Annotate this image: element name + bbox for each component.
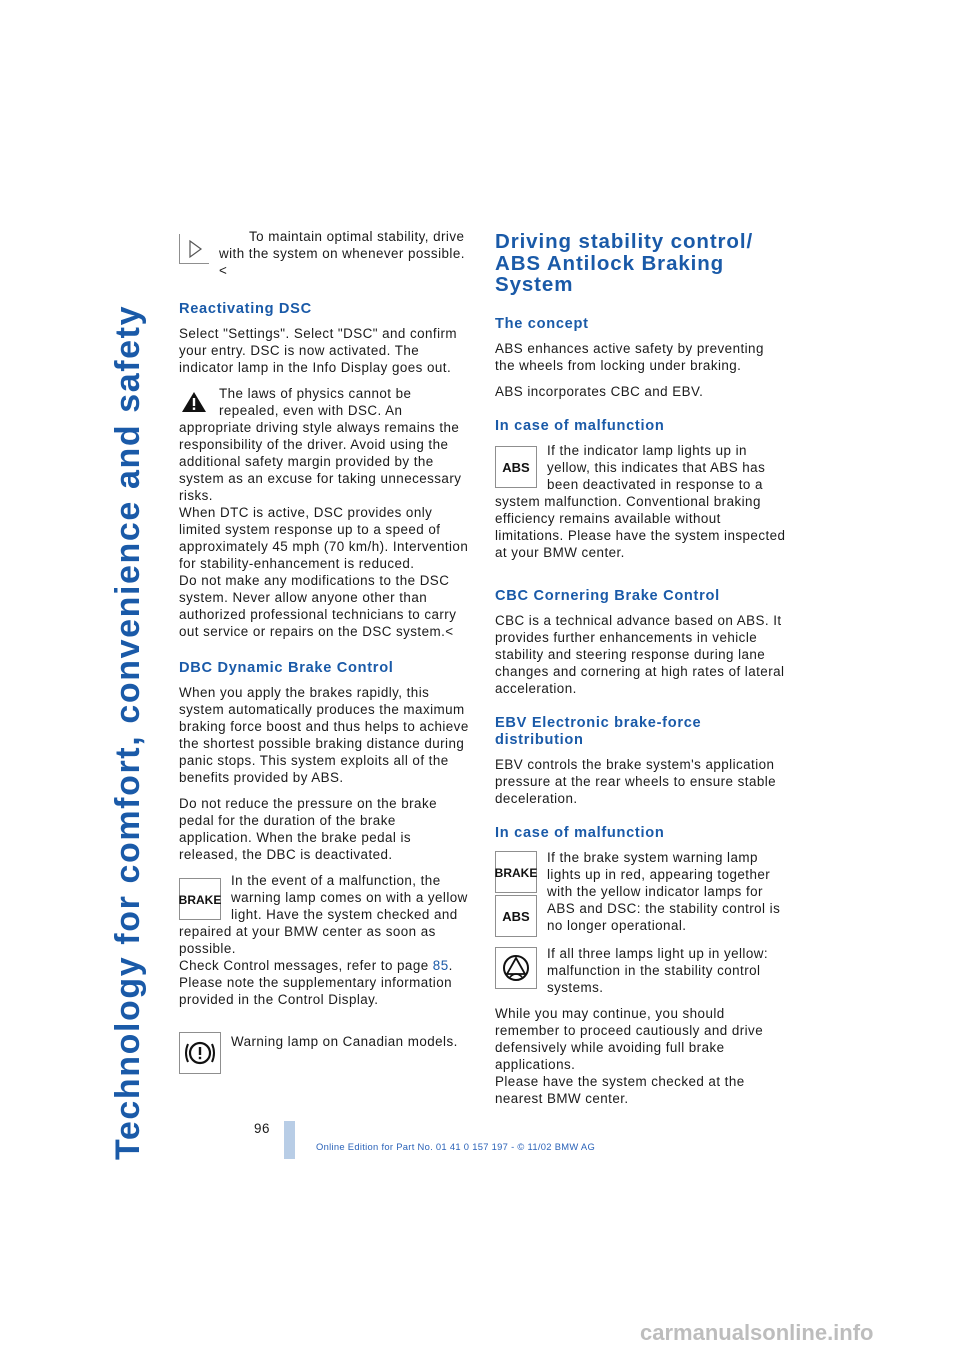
malfunction-sentence: In the event of a malfunction, the warning lamp comes on with a yellow light. Have the system checked and repaired at your BMW center as soon as possible.	[179, 873, 468, 956]
abs-malfunction-text: If the indicator lamp lights up in yellow, this indicates that ABS has been deactivated in response to a system malfunction. Conventional braking efficiency remains available without limitations. Please have the system inspected at your BMW center.	[495, 442, 786, 560]
page-number: 96	[254, 1121, 270, 1136]
heading-malfunction-2: In case of malfunction	[495, 824, 665, 841]
dsc-malfunction	[495, 945, 787, 1005]
dsc-lamp-icon	[495, 947, 537, 989]
heading-cbc: CBC Cornering Brake Control	[495, 587, 720, 604]
canadian-brake-warning-icon	[179, 1032, 221, 1074]
page-number-bar	[284, 1121, 295, 1159]
abs-malfunction	[495, 442, 787, 570]
supplementary-sentence: Please note the supplementary information provided in the Control Display.	[179, 975, 453, 1007]
warning-physics	[179, 385, 471, 640]
dsc-malfunction-text: If all three lamps light up in yellow: malfunction in the stability control systems.	[547, 945, 769, 995]
abs-lamp-icon	[495, 446, 537, 488]
check-control-prefix: Check Control messages, refer to page	[179, 958, 433, 973]
paragraph-dbc-1: When you apply the brakes rapidly, this system automatically produces the maximum braking force boost and thus helps to achieve the shortest possible braking distance during panic stops. This system exploits all of the benefits provided by ABS.	[179, 685, 469, 785]
heading-reactivating-dsc: Reactivating DSC	[179, 301, 312, 317]
warning-triangle-icon	[179, 389, 209, 415]
watermark: carmanualsonline.info	[640, 1320, 874, 1345]
note-stability	[179, 228, 471, 288]
warning-physics-text	[179, 385, 471, 640]
check-control-suffix: .	[448, 958, 453, 973]
brake-abs-malfunction	[495, 849, 787, 943]
canadian-warning-text: Warning lamp on Canadian models.	[231, 1034, 458, 1049]
brake-warning-lamp-icon	[179, 878, 221, 920]
paragraph-reactivating-dsc: Select "Settings". Select "DSC" and confirm your entry. DSC is now activated. The indicator lamp in the Info Display goes out.	[179, 326, 458, 375]
edition-footer: Online Edition for Part No. 01 41 0 157 197 - © 11/02 BMW AG	[316, 1141, 596, 1152]
malfunction-brake-text	[179, 872, 471, 1008]
continue-sentence: While you may continue, you should remember to proceed cautiously and drive defensively while avoiding full brake applications.	[495, 1005, 764, 1072]
sidebar-chapter-title: Technology for comfort, convenience and safety	[109, 304, 147, 1160]
page-85-link[interactable]: 85	[432, 958, 449, 973]
paragraph-ebv: EBV controls the brake system's application pressure at the rear wheels to ensure stable deceleration.	[495, 756, 777, 806]
abs-lamp-icon-2	[495, 895, 537, 937]
abs-icon-label: ABS	[502, 459, 530, 475]
heading-ebv: EBV Electronic brake-force distribution	[495, 714, 702, 748]
icon-stack	[495, 849, 537, 939]
paragraph-concept-1: ABS enhances active safety by preventing the wheels from locking under braking.	[495, 340, 764, 373]
note-stability-text: To maintain optimal stability, drive with the system on whenever possible.<	[219, 229, 465, 278]
heading-dbc: DBC Dynamic Brake Control	[179, 660, 394, 676]
brake-icon-label-2: BRAKE	[494, 865, 538, 880]
abs-icon-label-2: ABS	[502, 908, 530, 924]
note-arrow-icon	[179, 234, 209, 264]
brake-lamp-icon	[495, 851, 537, 893]
brake-abs-malfunction-text: If the brake system warning lamp lights up in red, appearing together with the yellow indicator lamps for ABS and DSC: the stability control is no longer operational.	[547, 849, 781, 933]
canadian-warning	[179, 1030, 471, 1076]
heading-malfunction-1: In case of malfunction	[495, 417, 665, 434]
right-column	[495, 228, 787, 1107]
malfunction-brake	[179, 872, 471, 1008]
paragraph-cbc: CBC is a technical advance based on ABS. It provides further enhancements in vehicle stability and steering response during lane changes and cornering at high rates of lateral acceleration.	[495, 612, 785, 696]
paragraph-continue	[495, 1005, 787, 1107]
brake-icon-label: BRAKE	[178, 893, 222, 907]
main-heading: Driving stability control/ ABS Antilock Braking System	[495, 230, 754, 296]
paragraph-dbc-2: Do not reduce the pressure on the brake pedal for the duration of the brake application. When the brake pedal is released, the DBC is deactivated.	[179, 796, 437, 862]
checked-sentence: Please have the system checked at the nearest BMW center.	[495, 1073, 745, 1106]
warning-dtc-sentence: When DTC is active, DSC provides only limited system response up to a speed of approximately 45 mph (70 km/h). Intervention for stability-enhancement is reduced.	[179, 505, 469, 571]
warning-modifications-sentence: Do not make any modifications to the DSC system. Never allow anyone other than authorized professional technicians to carry out service or repairs on the DSC system.<	[179, 573, 457, 639]
warning-physics-sentence: The laws of physics cannot be repealed, even with DSC. An appropriate driving style always remains the responsibility of the driver. Avoid using the additional safety margin provided by the system as an excuse for taking unnecessary risks.	[179, 386, 462, 503]
heading-concept: The concept	[495, 315, 589, 332]
paragraph-concept-2: ABS incorporates CBC and EBV.	[495, 383, 704, 399]
left-column	[179, 228, 471, 1076]
